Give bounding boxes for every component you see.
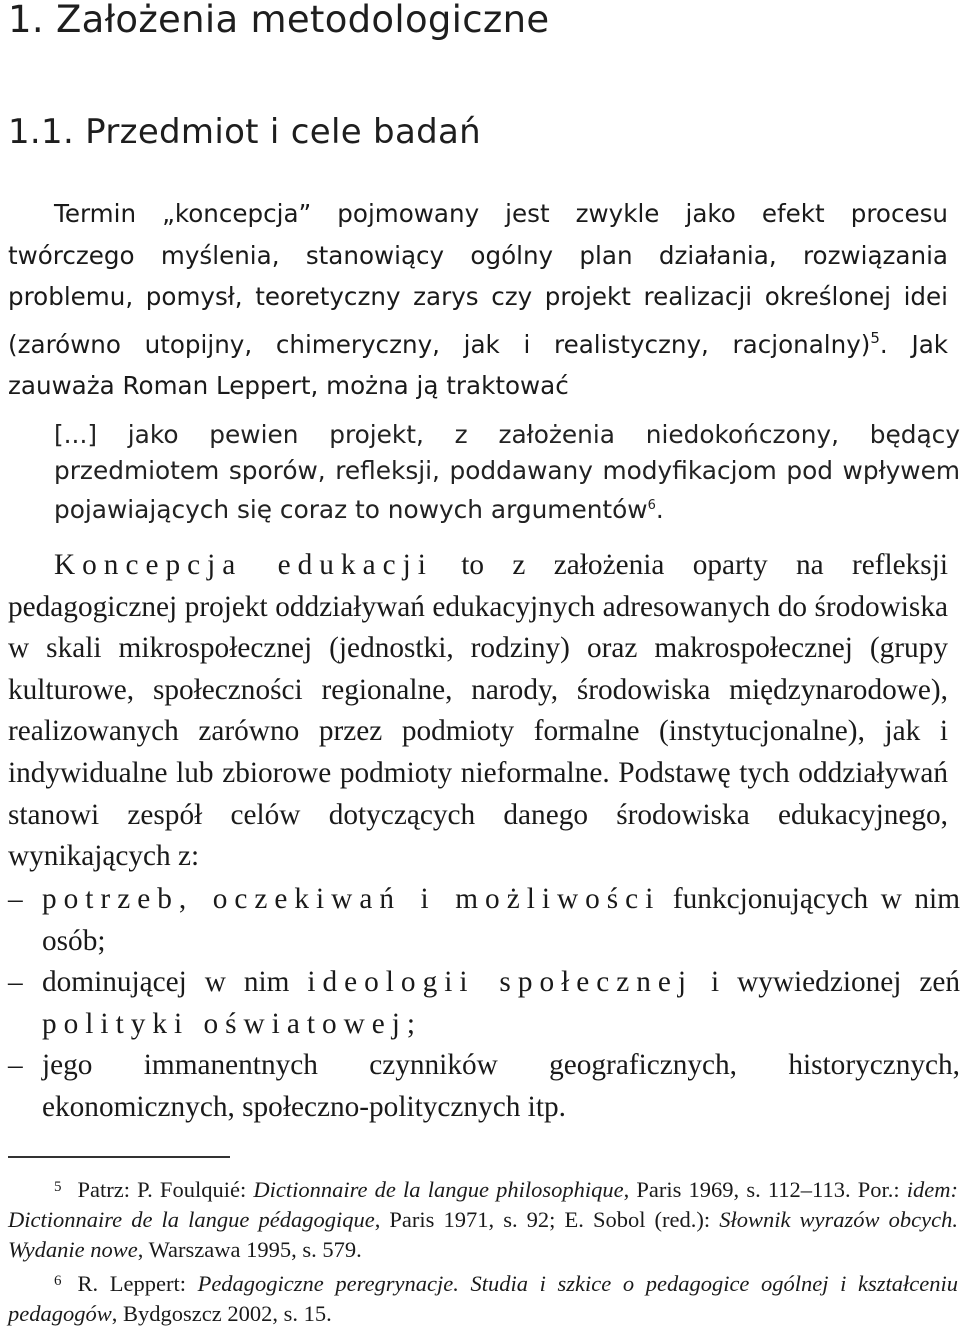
footnote-number: 6 — [54, 1272, 62, 1289]
list-text: jego immanentnych czynników geograficznych, historycznych, ekonomicznych, społeczno-politycznych itp. — [42, 1049, 960, 1123]
cited-title: Słownik wyrazów obcych. Wydanie nowe — [8, 1207, 958, 1263]
footnote-text: , Paris 1971, s. 92; E. Sobol (red.): — [374, 1207, 720, 1233]
footnote-5 — [8, 1172, 958, 1266]
cited-title: Pedagogiczne peregrynacje. Studia i szkice o pedagogice ogólnej i kształceniu pedagogów — [8, 1270, 958, 1326]
block-quote — [54, 417, 960, 528]
list-text: funkcjonujących w nim osób; — [42, 883, 960, 957]
intro-tail: . Jak zauważa Roman Leppert, można ją traktować — [8, 329, 949, 401]
footnote-number: 5 — [54, 1179, 62, 1195]
dash-list — [8, 879, 960, 1129]
list-text: dominującej w nim — [42, 966, 308, 999]
footnotes — [8, 1172, 958, 1329]
intro-paragraph — [8, 193, 948, 407]
quote-tail: . — [655, 495, 664, 524]
defined-term: Koncepcja edukacji — [54, 549, 433, 581]
footnote-divider — [8, 1156, 230, 1158]
footnote-text: , Paris 1969, s. 112–113. Por.: — [623, 1177, 907, 1202]
intro-text: Termin „koncepcja” pojmowany jest zwykle jako efekt procesu twórczego myślenia, stanowiący ogólny plan działania, rozwiązania problemu, pomysł, teoretyczny zarys czy projekt realizacji określonej idei (zarówno utopijny, chimeryczny, jak i realistyczny, racjonalny) — [8, 199, 948, 359]
footnote-text: , Warszawa 1995, s. 579. — [137, 1237, 362, 1263]
spaced-term: ideologii społecznej — [307, 966, 694, 999]
footnote-text: , Bydgoszcz 2002, s. 15. — [111, 1300, 332, 1326]
footnote-ref-6[interactable]: 6 — [647, 498, 656, 513]
list-item — [8, 1045, 960, 1128]
list-text: i wywiedzionej zeń — [693, 966, 960, 999]
cited-title: idem: Dictionnaire de la langue pédagogique — [8, 1177, 959, 1233]
list-item — [8, 962, 960, 1045]
footnote-6 — [8, 1266, 958, 1329]
footnote-text: R. Leppert: — [77, 1270, 198, 1296]
footnote-ref-5[interactable]: 5 — [870, 328, 880, 347]
chapter-title: 1. Założenia metodologiczne — [8, 0, 550, 41]
footnote-text: Patrz: P. Foulquié: — [77, 1177, 254, 1202]
spaced-term: polityki oświatowej — [42, 1007, 407, 1040]
section-title: 1.1. Przedmiot i cele badań — [8, 112, 481, 152]
list-item — [8, 879, 960, 962]
definition-paragraph — [8, 545, 948, 878]
quote-text: [...] jako pewien projekt, z założenia niedokończony, będący przedmiotem sporów, refleksji, poddawany modyfikacjom pod wpływem pojawiających się coraz to nowych argumentów — [54, 420, 960, 524]
list-text: ; — [406, 1007, 416, 1040]
definition-text: to z założenia oparty na refleksji pedagogicznej projekt oddziaływań edukacyjnych adresowanych do środowiska w skali mikrospołecznej (jednostki, rodziny) oraz makrospołecznej (grupy kulturowe, społeczności regionalne, narody, środowiska międzynarodowe), realizowanych zarówno przez podmioty formalne (instytucjonalne), jak i indywidualne lub zbiorowe podmioty nieformalne. Podstawę tych oddziaływań stanowi zespół celów dotyczących danego środowiska edukacyjnego, wynikających z: — [8, 549, 948, 873]
spaced-term: potrzeb, oczekiwań i możliwości — [42, 883, 661, 915]
cited-title: Dictionnaire de la langue philosophique — [253, 1177, 624, 1202]
